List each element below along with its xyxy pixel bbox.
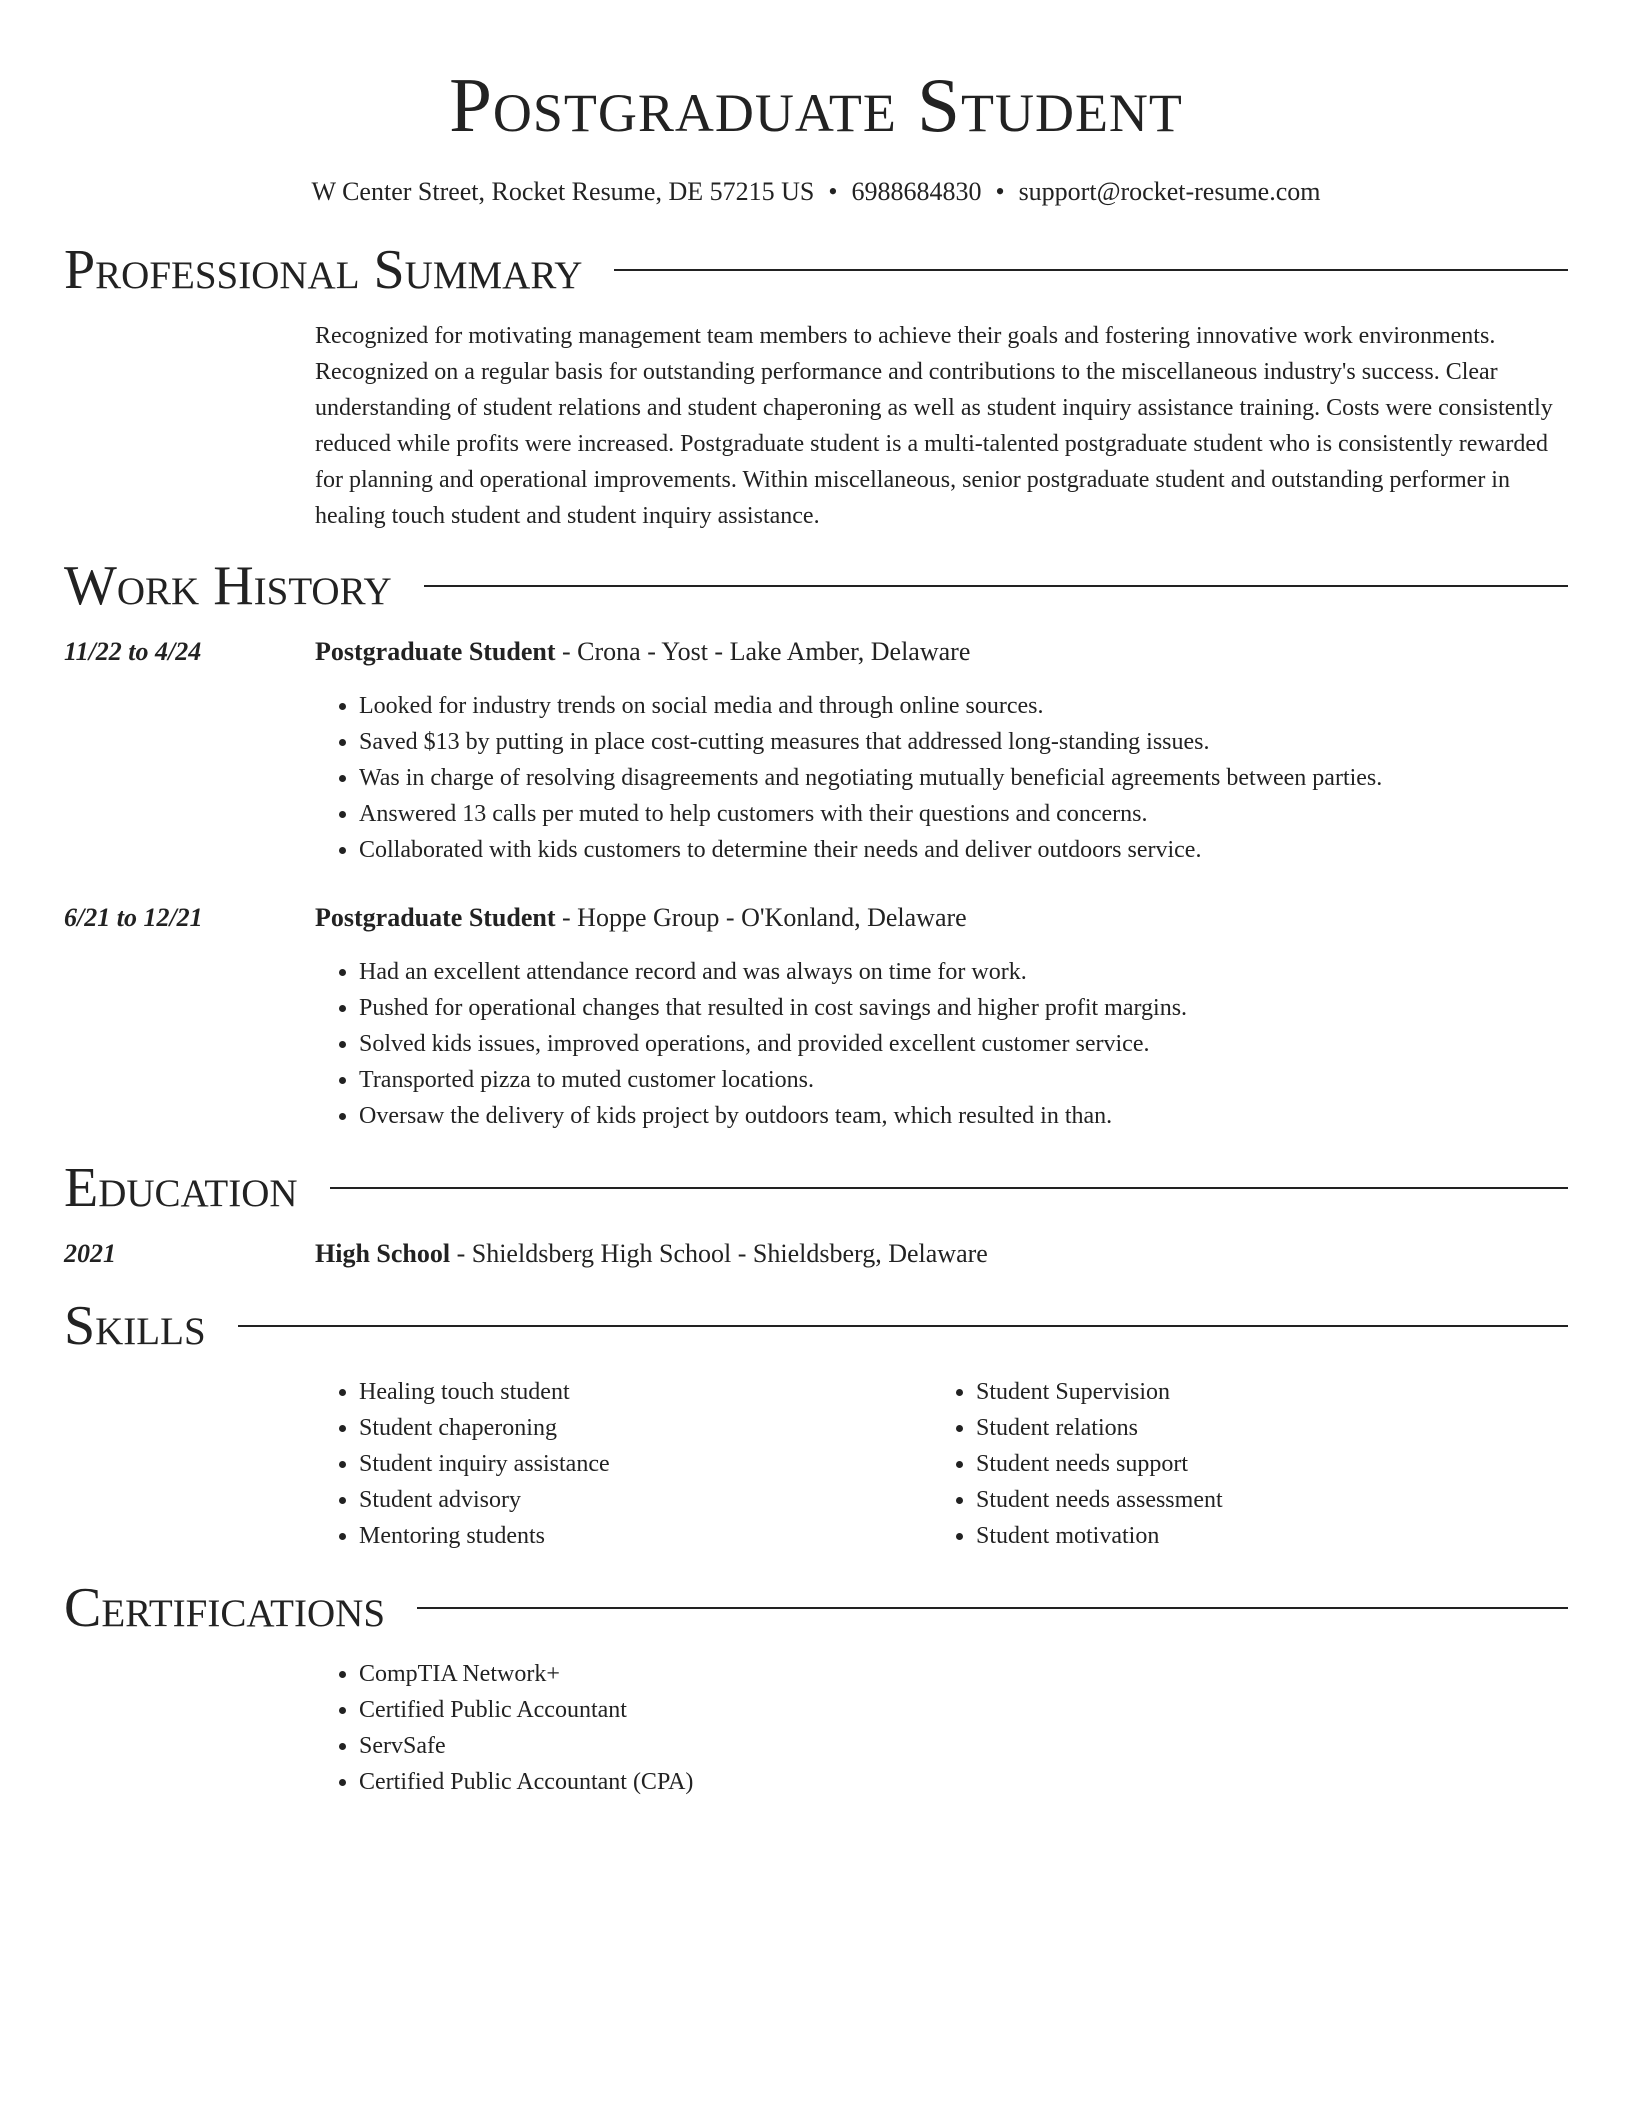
section-divider [330,1187,1568,1189]
summary-row [64,318,1568,534]
job-entry [64,634,1568,868]
education-entry [64,1236,1568,1272]
job-entry [64,900,1568,1134]
education-details: - Shieldsberg High School - Shieldsberg, Delaware [450,1239,988,1268]
job-bullet: • Saved $13 by putting in place cost-cutting measures that addressed long-standing issues. [359,724,1568,760]
job-dates: 6/21 to 12/21 [64,903,203,932]
work-section-header [64,554,1568,618]
summary-text: Recognized for motivating management team members to achieve their goals and fostering innovative work environments. Recognized on a regular basis for outstanding performance and contributions to the miscellaneous industry's success. Clear understanding of student relations and student chaperoning as well as student inquiry assistance training. Costs were consistently reduced while profits were increased. Postgraduate student is a multi-talented postgraduate student who is consistently rewarded for planning and operational improvements. Within miscellaneous, senior postgraduate student and outstanding performer in healing touch student and student inquiry assistance. [315,323,1553,529]
job-bullet: • Answered 13 calls per muted to help customers with their questions and concerns. [359,796,1568,832]
certifications-heading: Certifications [64,1577,386,1639]
contact-separator: • [995,177,1005,206]
section-divider [614,269,1568,271]
skills-row [64,1374,1568,1554]
job-title: Postgraduate Student [315,903,556,932]
certifications-list [315,1656,1568,1800]
skill-item: • Student chaperoning [359,1410,932,1446]
job-bullet: • Had an excellent attendance record and was always on time for work. [359,954,1568,990]
job-line [315,900,1568,936]
contact-address: W Center Street, Rocket Resume, DE 57215 US [311,177,815,206]
summary-section-header [64,238,1568,302]
section-divider [424,585,1568,587]
contact-separator: • [828,177,838,206]
skill-item: • Student needs support [976,1446,1549,1482]
section-divider [238,1325,1568,1327]
certification-item: • CompTIA Network+ [359,1656,1568,1692]
skill-item: • Student advisory [359,1482,932,1518]
job-bullet: • Pushed for operational changes that resulted in cost savings and higher profit margins. [359,990,1568,1026]
job-bullet: • Transported pizza to muted customer locations. [359,1062,1568,1098]
certifications-left-spacer [64,1656,315,1800]
certifications-row [64,1656,1568,1800]
skill-item: • Healing touch student [359,1374,932,1410]
skills-left-spacer [64,1374,315,1554]
contact-line [64,176,1568,208]
job-bullet: • Collaborated with kids customers to determine their needs and deliver outdoors service. [359,832,1568,868]
certification-item: • ServSafe [359,1728,1568,1764]
job-bullet: • Solved kids issues, improved operations, and provided excellent customer service. [359,1026,1568,1062]
job-bullets [315,954,1568,1134]
job-bullet: • Looked for industry trends on social media and through online sources. [359,688,1568,724]
certification-item: • Certified Public Accountant [359,1692,1568,1728]
education-degree: High School [315,1239,451,1268]
skills-list-right [932,1374,1549,1554]
skills-section-header [64,1294,1568,1358]
summary-heading: Professional Summary [64,239,583,301]
summary-left-spacer [64,318,315,534]
section-divider [417,1607,1568,1609]
job-title: Postgraduate Student [315,637,556,666]
skills-heading: Skills [64,1295,206,1357]
skill-item: • Student motivation [976,1518,1549,1554]
job-details: - Hoppe Group - O'Konland, Delaware [555,903,967,932]
job-details: - Crona - Yost - Lake Amber, Delaware [555,637,971,666]
contact-email: support@rocket-resume.com [1018,177,1321,206]
job-bullet: • Was in charge of resolving disagreements and negotiating mutually beneficial agreements between parties. [359,760,1568,796]
resume-page [64,0,1568,1800]
skill-item: • Student Supervision [976,1374,1549,1410]
skills-list-left [315,1374,932,1554]
job-bullets [315,688,1568,868]
job-bullet: • Oversaw the delivery of kids project by outdoors team, which resulted in than. [359,1098,1568,1134]
contact-phone: 6988684830 [851,177,982,206]
skill-item: • Student inquiry assistance [359,1446,932,1482]
certifications-section-header [64,1576,1568,1640]
job-line [315,634,1568,670]
skill-item: • Student relations [976,1410,1549,1446]
candidate-name: Postgraduate Student [449,62,1183,148]
work-heading: Work History [64,555,392,617]
skill-item: • Student needs assessment [976,1482,1549,1518]
education-section-header [64,1156,1568,1220]
education-year: 2021 [64,1239,116,1268]
job-dates: 11/22 to 4/24 [64,637,202,666]
certification-item: • Certified Public Accountant (CPA) [359,1764,1568,1800]
skill-item: • Mentoring students [359,1518,932,1554]
education-heading: Education [64,1157,298,1219]
